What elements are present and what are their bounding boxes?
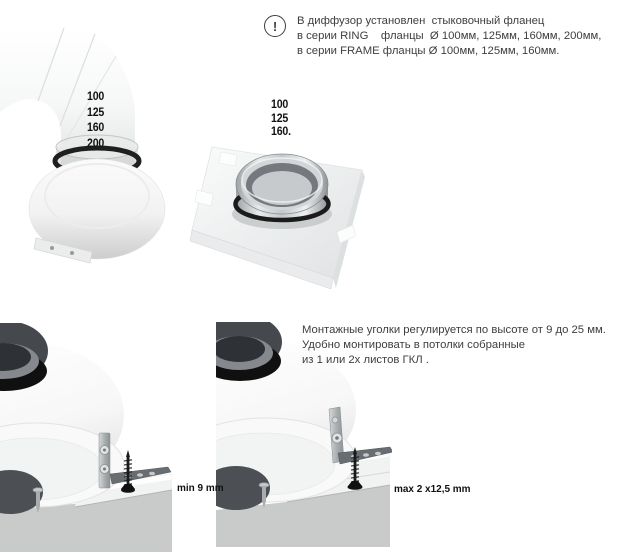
mounting-bracket-vertical xyxy=(99,433,110,488)
frame-size: 160. xyxy=(271,126,291,139)
screw-hole xyxy=(70,251,74,255)
arm-hole xyxy=(149,472,155,475)
arm-hole xyxy=(137,473,143,476)
max-height-label: max 2 x12,5 mm xyxy=(394,483,471,495)
min-height-label: min 9 mm xyxy=(177,482,224,494)
ring-size: 125 xyxy=(87,106,105,119)
flange-note-line: В диффузор установлен стыковочный фланец xyxy=(297,15,545,27)
bracket-rivet xyxy=(332,417,338,423)
rivet-center xyxy=(103,468,106,471)
flange-inner xyxy=(252,171,312,205)
screw-hole xyxy=(50,246,54,250)
frame-size-stack xyxy=(271,99,291,140)
screw-tip xyxy=(126,450,130,457)
mounting-note xyxy=(302,323,606,368)
frame-size: 100 xyxy=(271,99,289,111)
mount-photo-single-sheet xyxy=(0,323,172,552)
ring-size: 100 xyxy=(87,91,105,103)
arm-hole xyxy=(363,453,369,456)
rivet-center xyxy=(103,449,106,452)
screw-head-base xyxy=(121,487,135,493)
exclamation-icon: ! xyxy=(264,15,286,37)
flange-note-line: в серии RING фланцы Ø 100мм, 125мм, 160мм, 200мм, xyxy=(297,30,602,42)
flange-note xyxy=(297,14,601,59)
frame-size: 125 xyxy=(271,112,289,125)
screw-head-base xyxy=(348,484,363,490)
adjuster-screw-shaft xyxy=(36,491,40,506)
adjuster-screw-shaft xyxy=(262,486,266,501)
mounting-note-line: Удобно монтировать в потолки собранные xyxy=(302,339,526,351)
frame-flange-illustration xyxy=(185,128,370,296)
mounting-note-line: Монтажные уголки регулируется по высоте от 9 до 25 мм. xyxy=(302,324,606,336)
ring-size: 200 xyxy=(87,138,105,151)
arm-hole xyxy=(375,452,381,455)
mounting-note-line: из 1 или 2х листов ГКЛ . xyxy=(302,354,429,366)
ring-size: 160 xyxy=(87,122,105,135)
flange-note-line: в серии FRAME фланцы Ø 100мм, 125мм, 160мм. xyxy=(297,45,560,57)
ring-size-stack xyxy=(87,90,104,153)
rivet-center xyxy=(335,436,339,440)
